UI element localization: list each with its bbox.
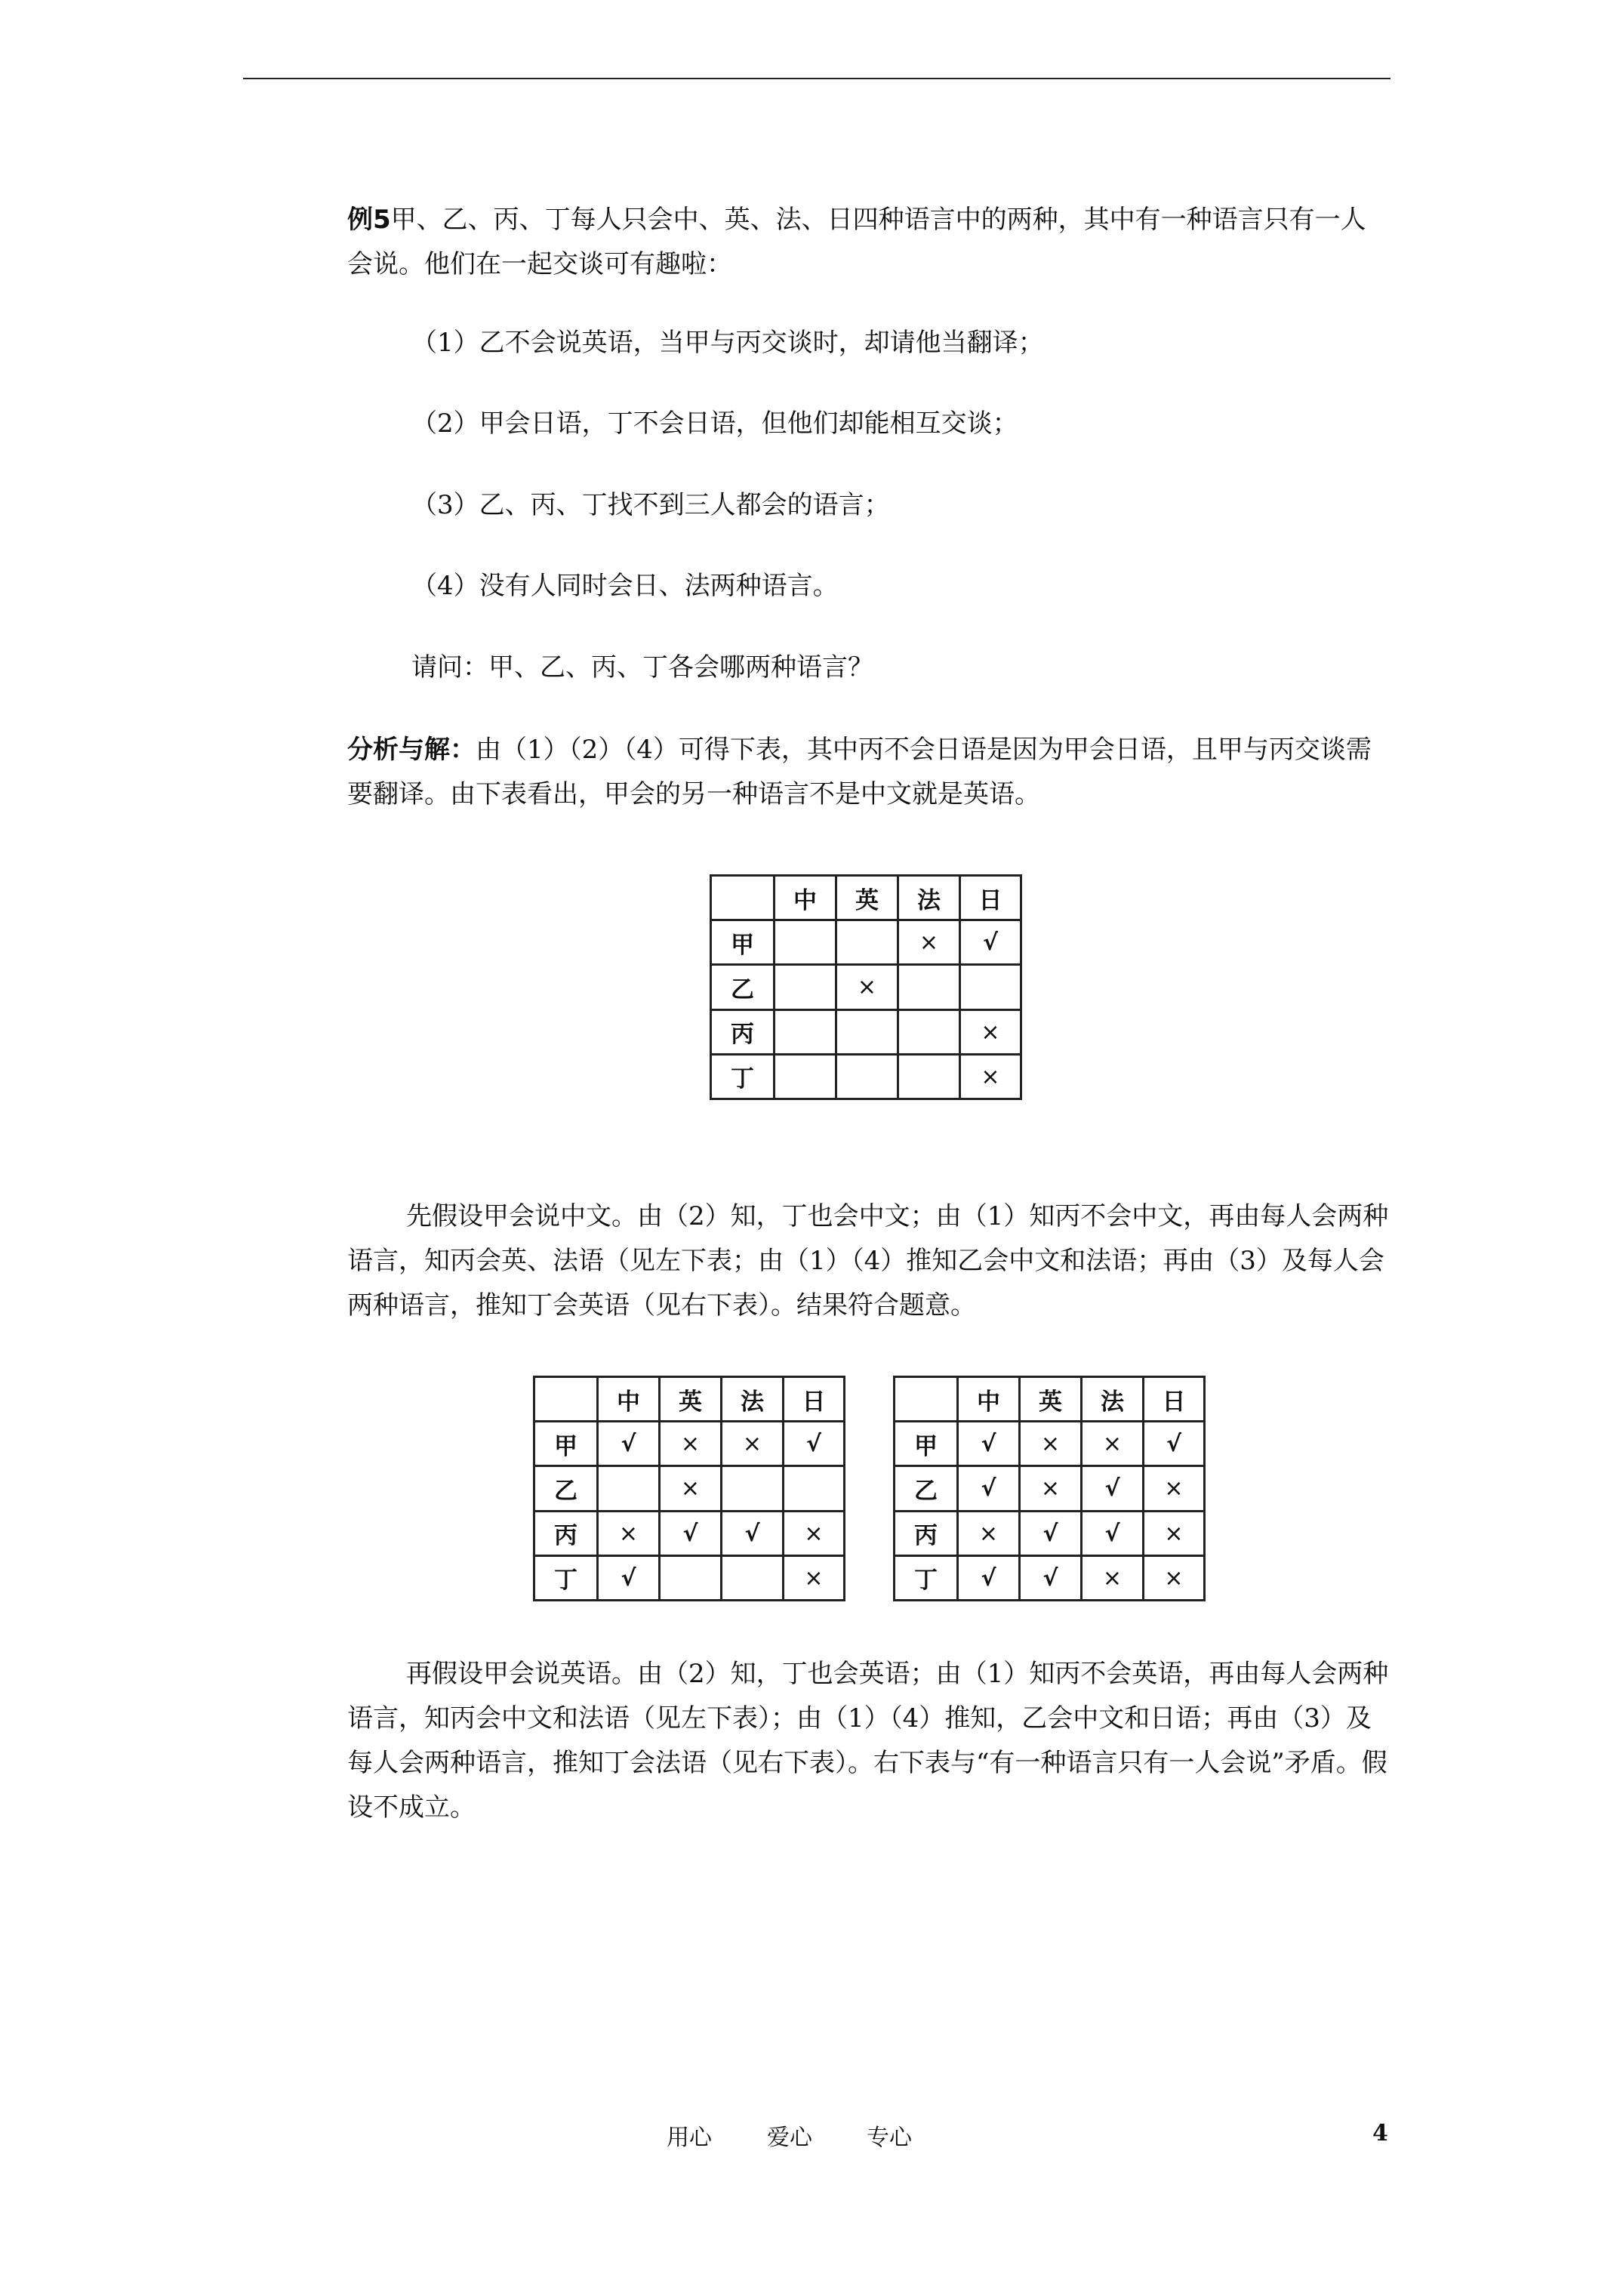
table-cell bbox=[960, 965, 1021, 1009]
table-cell bbox=[1082, 1511, 1144, 1555]
table-cell bbox=[958, 1422, 1020, 1466]
paragraph-english-assumption: 再假设甲会说英语。由（2）知，丁也会英语；由（1）知丙不会英语，再由每人会两种语言，知丙会中文和法语（见左下表）；由（1）（4）推知，乙会中文和日语；再由（3）及每人会两种语言，推知丁会法语（见右下表）。右下表与“有一种语言只有一人会说”矛盾。假设不成立。 bbox=[347, 1659, 1389, 1823]
table-cell bbox=[1144, 1466, 1205, 1511]
condition-1: （1）乙不会说英语，当甲与丙交谈时，却请他当翻译； bbox=[411, 328, 1044, 358]
column-header: 英 bbox=[660, 1377, 722, 1422]
problem-text: 甲、乙、丙、丁每人只会中、英、法、日四种语言中的两种，其中有一种语言只有一人会说。他们在一起交谈可有趣啦： bbox=[347, 205, 1366, 279]
condition-3: （3）乙、丙、丁找不到三人都会的语言； bbox=[411, 490, 890, 520]
table-cell bbox=[784, 1466, 845, 1511]
table-cell bbox=[775, 965, 836, 1009]
table-cell bbox=[898, 1009, 960, 1054]
cross-mark: × bbox=[857, 974, 877, 1001]
column-header: 法 bbox=[722, 1377, 784, 1422]
column-header: 日 bbox=[1144, 1377, 1205, 1422]
table-cell bbox=[784, 1511, 845, 1555]
table-cell bbox=[598, 1422, 660, 1466]
table-cell bbox=[598, 1511, 660, 1555]
table-row bbox=[534, 1511, 845, 1555]
table-corner-cell bbox=[534, 1377, 598, 1422]
table-cell bbox=[1144, 1422, 1205, 1466]
header-rule bbox=[243, 78, 1390, 79]
column-header: 英 bbox=[1020, 1377, 1082, 1422]
table-cell bbox=[722, 1466, 784, 1511]
table-cell bbox=[836, 1009, 898, 1054]
problem-lead: 例5 bbox=[347, 205, 391, 235]
column-header: 英 bbox=[836, 876, 898, 920]
table-cell bbox=[898, 965, 960, 1009]
analysis-text: 由（1）（2）（4）可得下表，其中丙不会日语是因为甲会日语，且甲与丙交谈需要翻译。由下表看出，甲会的另一种语言不是中文就是英语。 bbox=[347, 735, 1372, 809]
check-mark: √ bbox=[981, 1431, 996, 1458]
table-cell bbox=[1020, 1511, 1082, 1555]
column-header: 日 bbox=[784, 1377, 845, 1422]
check-mark: √ bbox=[1104, 1475, 1120, 1502]
column-header: 法 bbox=[898, 876, 960, 920]
table-row bbox=[534, 1466, 845, 1511]
table-cell bbox=[775, 1054, 836, 1099]
check-mark: √ bbox=[981, 1564, 996, 1592]
table-initial bbox=[710, 874, 1022, 1100]
cross-mark: × bbox=[618, 1520, 639, 1547]
footer-item-3: 专心 bbox=[867, 2125, 912, 2151]
analysis-paragraph bbox=[347, 728, 1390, 817]
cross-mark: × bbox=[981, 1063, 1000, 1090]
table-cell bbox=[1144, 1511, 1205, 1555]
table-cell bbox=[1144, 1555, 1205, 1600]
column-header: 中 bbox=[958, 1377, 1020, 1422]
table-row bbox=[895, 1466, 1205, 1511]
table-row bbox=[534, 1422, 845, 1466]
row-header: 乙 bbox=[534, 1466, 598, 1511]
row-header: 丁 bbox=[534, 1555, 598, 1600]
row-header: 丁 bbox=[711, 1054, 775, 1099]
check-mark: √ bbox=[744, 1520, 760, 1547]
table-cell bbox=[660, 1422, 722, 1466]
table-corner-cell bbox=[895, 1377, 958, 1422]
cross-mark: × bbox=[1102, 1431, 1123, 1458]
cross-mark: × bbox=[742, 1431, 762, 1458]
cross-mark: × bbox=[1164, 1475, 1184, 1502]
problem-paragraph bbox=[347, 198, 1390, 287]
table-cell bbox=[960, 1009, 1021, 1054]
check-mark: √ bbox=[1042, 1520, 1058, 1547]
cross-mark: × bbox=[981, 1019, 1000, 1046]
cross-mark: × bbox=[978, 1520, 999, 1547]
cross-mark: × bbox=[1040, 1475, 1061, 1502]
cross-mark: × bbox=[804, 1520, 824, 1547]
table-cell bbox=[722, 1422, 784, 1466]
row-header: 乙 bbox=[895, 1466, 958, 1511]
table-cell bbox=[958, 1555, 1020, 1600]
table-row bbox=[895, 1422, 1205, 1466]
cross-mark: × bbox=[804, 1564, 824, 1592]
table-cell bbox=[836, 965, 898, 1009]
table-cell bbox=[1082, 1422, 1144, 1466]
table-cell bbox=[660, 1466, 722, 1511]
check-mark: √ bbox=[1104, 1520, 1120, 1547]
table-cell bbox=[898, 920, 960, 965]
footer-item-1: 用心 bbox=[667, 2125, 712, 2151]
table-cell bbox=[960, 1054, 1021, 1099]
cross-mark: × bbox=[680, 1431, 701, 1458]
table-row bbox=[895, 1555, 1205, 1600]
table-corner-cell bbox=[711, 876, 775, 920]
condition-4: （4）没有人同时会日、法两种语言。 bbox=[411, 571, 839, 601]
column-header: 中 bbox=[775, 876, 836, 920]
table-row bbox=[711, 1009, 1021, 1054]
column-header: 法 bbox=[1082, 1377, 1144, 1422]
table-cell bbox=[960, 920, 1021, 965]
table-cell bbox=[898, 1054, 960, 1099]
row-header: 甲 bbox=[895, 1422, 958, 1466]
cross-mark: × bbox=[919, 929, 939, 957]
row-header: 丙 bbox=[711, 1009, 775, 1054]
table-cell bbox=[722, 1555, 784, 1600]
cross-mark: × bbox=[1102, 1564, 1123, 1592]
check-mark: √ bbox=[981, 1475, 996, 1502]
check-mark: √ bbox=[682, 1520, 698, 1547]
table-row bbox=[711, 965, 1021, 1009]
table-cell bbox=[775, 920, 836, 965]
table-cell bbox=[1020, 1555, 1082, 1600]
table-cell bbox=[722, 1511, 784, 1555]
check-mark: √ bbox=[621, 1564, 636, 1592]
table-cell bbox=[1020, 1422, 1082, 1466]
table-chinese-right bbox=[893, 1376, 1206, 1601]
row-header: 乙 bbox=[711, 965, 775, 1009]
table-row bbox=[711, 1054, 1021, 1099]
table-cell bbox=[1082, 1555, 1144, 1600]
cross-mark: × bbox=[1040, 1431, 1061, 1458]
check-mark: √ bbox=[805, 1431, 821, 1458]
cross-mark: × bbox=[1164, 1564, 1184, 1592]
table-cell bbox=[836, 1054, 898, 1099]
table-chinese-left bbox=[533, 1376, 845, 1601]
check-mark: √ bbox=[1042, 1564, 1058, 1592]
check-mark: √ bbox=[1166, 1431, 1181, 1458]
table-cell bbox=[775, 1009, 836, 1054]
table-cell bbox=[598, 1555, 660, 1600]
paragraph-chinese-assumption: 先假设甲会说中文。由（2）知，丁也会中文；由（1）知丙不会中文，再由每人会两种语言，知丙会英、法语（见左下表；由（1）（4）推知乙会中文和法语；再由（3）及每人会两种语言，推知丁会英语（见右下表）。结果符合题意。 bbox=[347, 1201, 1389, 1321]
row-header: 甲 bbox=[534, 1422, 598, 1466]
table-cell bbox=[660, 1555, 722, 1600]
check-mark: √ bbox=[621, 1431, 636, 1458]
condition-2: （2）甲会日语，丁不会日语，但他们却能相互交谈； bbox=[411, 408, 1018, 439]
table-cell bbox=[660, 1511, 722, 1555]
row-header: 丙 bbox=[895, 1511, 958, 1555]
table-cell bbox=[784, 1555, 845, 1600]
table-cell bbox=[1082, 1466, 1144, 1511]
column-header: 日 bbox=[960, 876, 1021, 920]
table-cell bbox=[836, 920, 898, 965]
table-cell bbox=[1020, 1466, 1082, 1511]
row-header: 丁 bbox=[895, 1555, 958, 1600]
analysis-lead: 分析与解： bbox=[347, 735, 476, 765]
check-mark: √ bbox=[982, 929, 998, 957]
table-cell bbox=[784, 1422, 845, 1466]
cross-mark: × bbox=[1164, 1520, 1184, 1547]
table-cell bbox=[598, 1466, 660, 1511]
table-row bbox=[895, 1511, 1205, 1555]
table-row bbox=[711, 920, 1021, 965]
row-header: 甲 bbox=[711, 920, 775, 965]
column-header: 中 bbox=[598, 1377, 660, 1422]
table-row bbox=[534, 1555, 845, 1600]
table-cell bbox=[958, 1466, 1020, 1511]
cross-mark: × bbox=[680, 1475, 701, 1502]
page-number: 4 bbox=[1372, 2120, 1388, 2147]
question: 请问：甲、乙、丙、丁各会哪两种语言？ bbox=[411, 652, 873, 683]
table-cell bbox=[958, 1511, 1020, 1555]
row-header: 丙 bbox=[534, 1511, 598, 1555]
footer-item-2: 爱心 bbox=[767, 2125, 812, 2151]
